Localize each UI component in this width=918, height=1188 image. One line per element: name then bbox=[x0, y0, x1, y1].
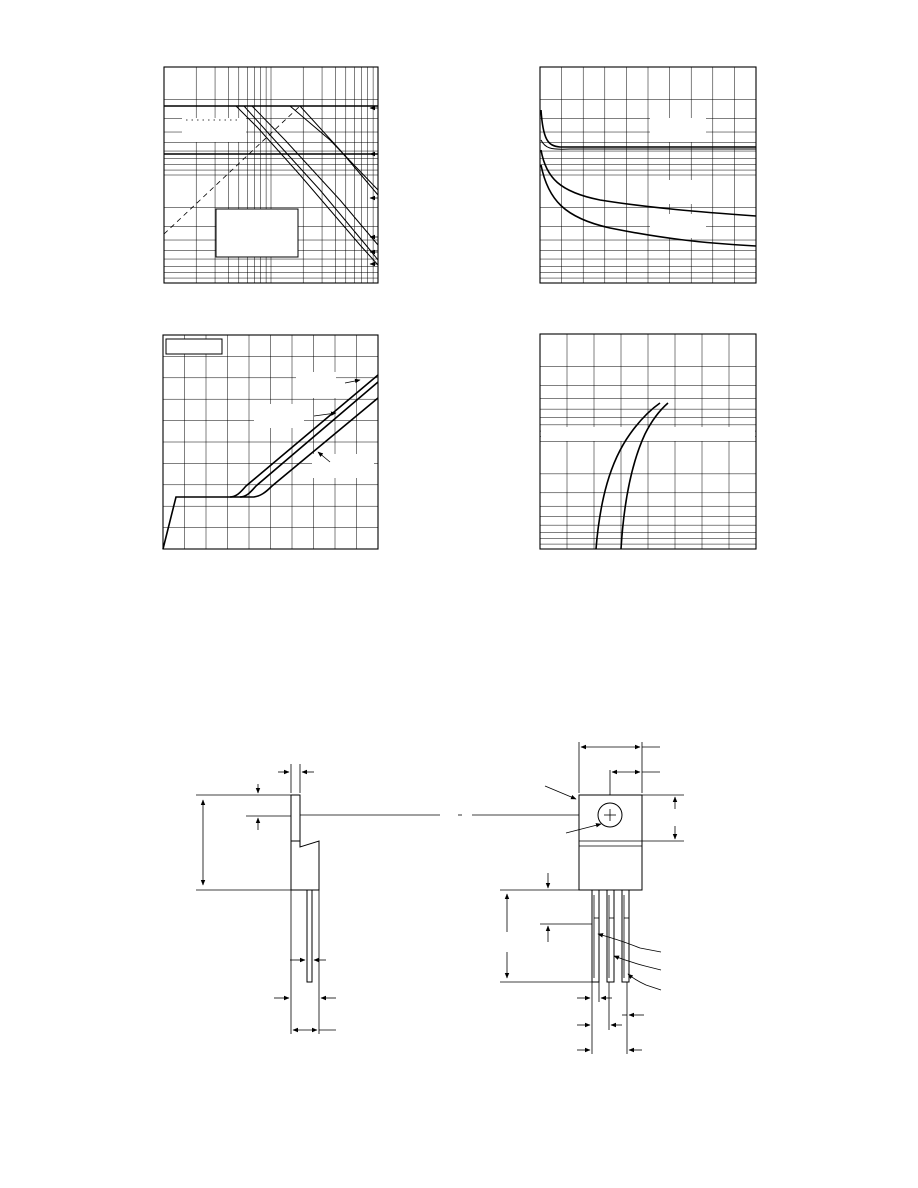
chart-mid-left-grid bbox=[163, 335, 378, 549]
chart-top-left-legend-box bbox=[216, 209, 298, 257]
lead-1 bbox=[592, 890, 599, 982]
chart-top-right-curve-1 bbox=[541, 110, 756, 147]
chart-mid-right-grid bbox=[540, 334, 756, 549]
package-front-view bbox=[500, 742, 684, 1054]
chart-mid-left bbox=[163, 335, 378, 549]
chart-mid-left-label-box bbox=[166, 339, 222, 354]
chart-top-left-label-area bbox=[182, 118, 246, 142]
package-side-view bbox=[196, 764, 336, 1034]
chart-top-right bbox=[540, 67, 756, 283]
chart-top-left bbox=[164, 67, 378, 283]
chart-top-right-curve-3 bbox=[541, 165, 756, 246]
lead-3 bbox=[622, 890, 629, 982]
chart-top-right-grid bbox=[540, 67, 756, 283]
chart-mid-right bbox=[540, 334, 756, 549]
chart-top-right-curve-2 bbox=[541, 150, 756, 216]
lead-2 bbox=[607, 890, 614, 982]
